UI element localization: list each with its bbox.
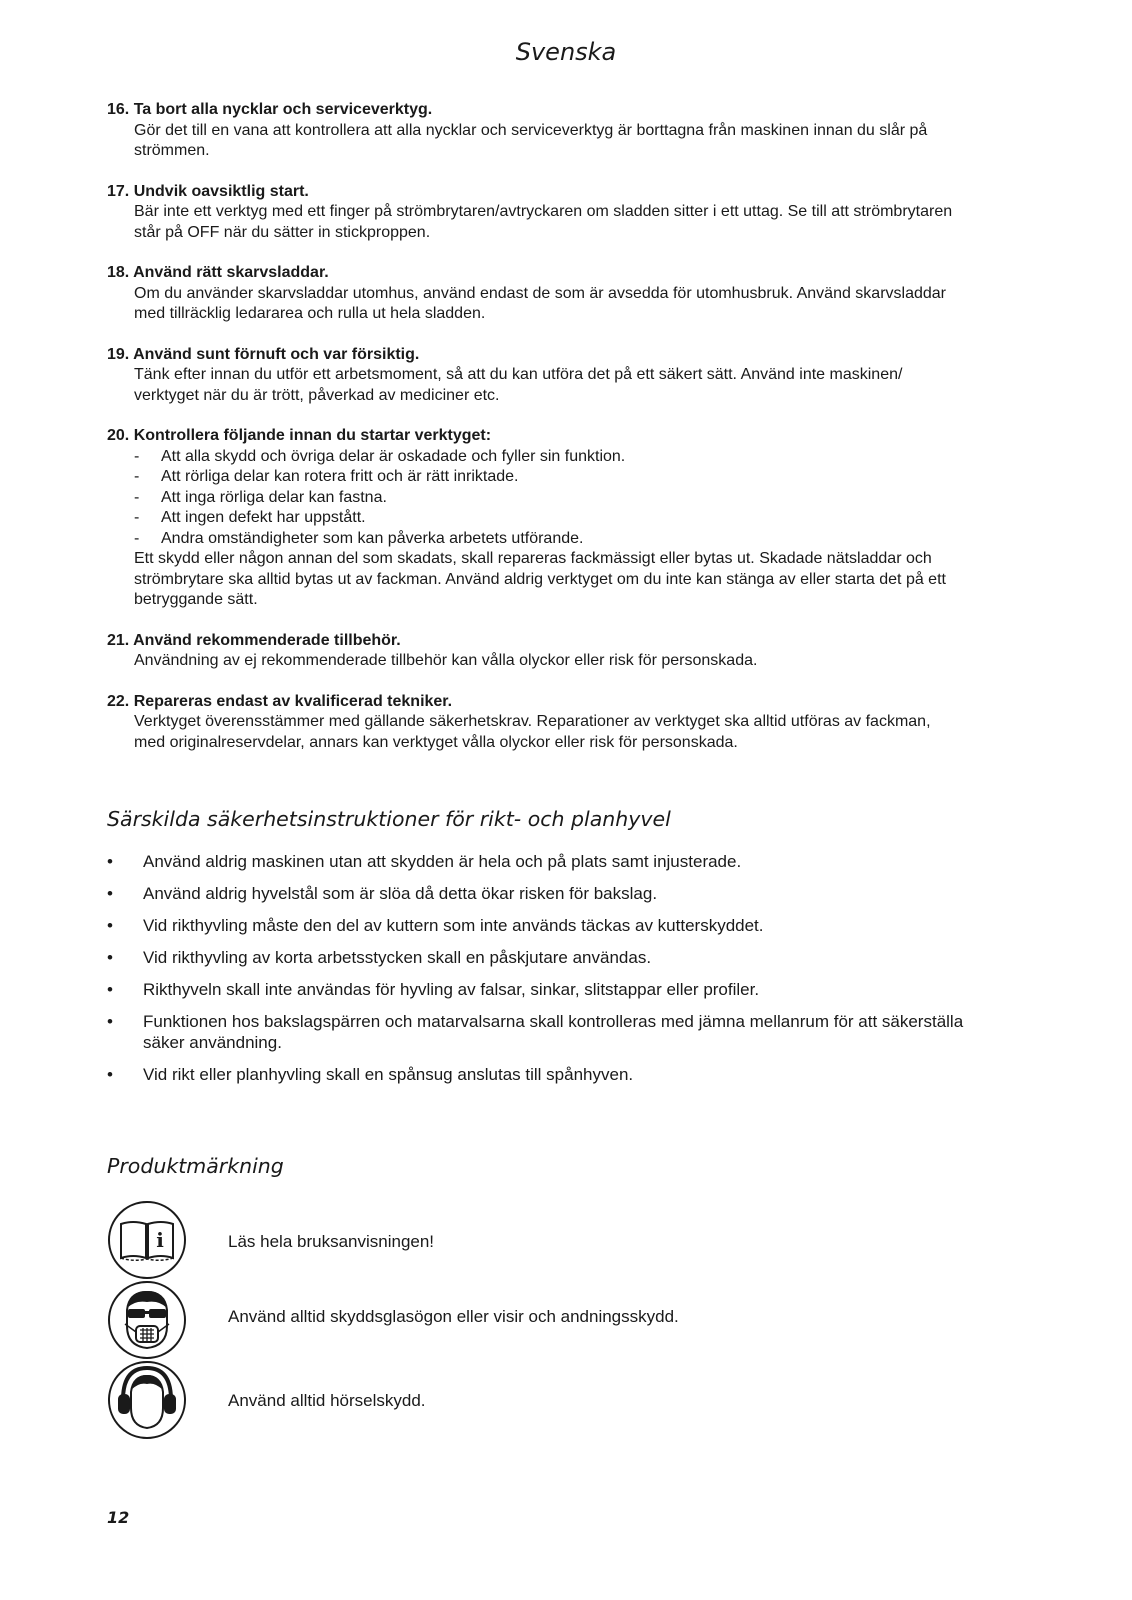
safety-item-title: 18. Använd rätt skarvsladdar. <box>107 264 329 281</box>
safety-item-text: strömmen. <box>134 142 210 159</box>
safety-item <box>107 100 1027 162</box>
symbol-text-read-manual: Läs hela bruksanvisningen! <box>228 1232 435 1251</box>
check-list-text: Att inga rörliga delar kan fastna. <box>161 488 387 506</box>
safety-item <box>107 345 1027 407</box>
product-marking-heading: Produktmärkning <box>107 1154 284 1178</box>
rule-text: Vid rikt eller planhyvling skall en spånsug anslutas till spånhyven. <box>143 1065 634 1084</box>
bullet-marker: • <box>107 916 113 935</box>
read-manual-icon <box>107 1200 187 1280</box>
dash-marker: - <box>134 447 140 465</box>
rule-item <box>107 915 1027 936</box>
safety-item-text: Tänk efter innan du utför ett arbetsmoment, så att du kan utföra det på ett säkert sätt. Använd inte maskinen/ <box>134 366 903 383</box>
safety-item-text: verktyget när du är trött, påverkad av mediciner etc. <box>134 386 500 404</box>
safety-item-title: 16. Ta bort alla nycklar och serviceverktyg. <box>107 101 433 118</box>
rule-item <box>107 979 1027 1000</box>
special-instructions-heading: Särskilda säkerhetsinstruktioner för rikt- och planhyvel <box>107 807 671 831</box>
rule-item <box>107 947 1027 968</box>
check-list-text: Att ingen defekt har uppstått. <box>161 509 366 526</box>
bullet-marker: • <box>107 1012 113 1031</box>
safety-item-text: betryggande sätt. <box>134 591 258 608</box>
safety-item-text: står på OFF när du sätter in stickproppen. <box>134 223 431 241</box>
rule-text: Använd aldrig hyvelstål som är slöa då detta ökar risken för bakslag. <box>143 884 658 903</box>
check-list-text: Att alla skydd och övriga delar är oskadade och fyller sin funktion. <box>161 447 626 465</box>
page-number: 12 <box>107 1508 130 1527</box>
symbol-text-goggles: Använd alltid skyddsglasögon eller visir och andningsskydd. <box>228 1307 679 1326</box>
safety-items-list <box>107 100 1027 773</box>
bullet-marker: • <box>107 948 113 967</box>
safety-item-text: med tillräcklig ledararea och rulla ut hela sladden. <box>134 305 486 322</box>
rule-item <box>107 851 1027 872</box>
safety-item-text: Användning av ej rekommenderade tillbehör kan vålla olyckor eller risk för personskada. <box>134 652 758 669</box>
bullet-marker: • <box>107 884 113 903</box>
safety-item-text: Verktyget överensstämmer med gällande säkerhetskrav. Reparationer av verktyget ska alltid utföras av fackman, <box>134 713 931 730</box>
safety-item <box>107 263 1027 325</box>
safety-item-title: 21. Använd rekommenderade tillbehör. <box>107 631 401 649</box>
safety-item <box>107 692 1027 754</box>
dash-marker: - <box>134 468 140 485</box>
rule-item <box>107 1011 1027 1053</box>
dash-marker: - <box>134 488 140 506</box>
bullet-marker: • <box>107 1065 113 1084</box>
rule-text: Vid rikthyvling av korta arbetsstycken skall en påskjutare användas. <box>143 948 652 967</box>
safety-item-title: 22. Repareras endast av kvalificerad tekniker. <box>107 692 453 710</box>
check-list-item <box>107 467 1027 488</box>
dash-marker: - <box>134 509 140 526</box>
language-header: Svenska <box>515 38 617 66</box>
rule-text: Rikthyveln skall inte användas för hyvling av falsar, sinkar, slitstappar eller profiler. <box>143 980 760 999</box>
info-glyph: i <box>156 1228 164 1252</box>
rule-item <box>107 883 1027 904</box>
symbol-text-ear-protection: Använd alltid hörselskydd. <box>228 1391 426 1410</box>
safety-item-text: Bär inte ett verktyg med ett finger på strömbrytaren/avtryckaren om sladden sitter i ett uttag. Se till att strömbrytaren <box>134 203 953 220</box>
safety-item <box>107 426 1027 611</box>
safety-item-title: 19. Använd sunt förnuft och var försiktig. <box>107 345 420 363</box>
safety-item-text: med originalreservdelar, annars kan verktyget vålla olyckor eller risk för personskada. <box>134 733 738 751</box>
safety-item <box>107 631 1027 672</box>
rule-text: Använd aldrig maskinen utan att skydden är hela och på plats samt injusterade. <box>143 852 742 871</box>
safety-item-text: strömbrytare ska alltid bytas ut av fackman. Använd aldrig verktyget om du inte kan stänga av eller starta det på ett <box>134 570 946 588</box>
bullet-marker: • <box>107 980 113 999</box>
rule-text: Vid rikthyvling måste den del av kuttern som inte används täckas av kutterskyddet. <box>143 916 764 935</box>
rule-item <box>107 1064 1027 1085</box>
safety-item-title: 17. Undvik oavsiktlig start. <box>107 182 309 200</box>
dash-marker: - <box>134 529 140 547</box>
safety-item <box>107 182 1027 244</box>
safety-item-text: Ett skydd eller någon annan del som skadats, skall repareras fackmässigt eller bytas ut. Skadade nätsladdar och <box>134 550 932 567</box>
ear-protection-icon <box>107 1360 187 1440</box>
check-list-text: Andra omständigheter som kan påverka arbetets utförande. <box>161 529 584 547</box>
safety-item-text: Om du använder skarvsladdar utomhus, använd endast de som är avsedda för utomhusbruk. Använd skarvsladdar <box>134 284 947 302</box>
safety-item-text: Gör det till en vana att kontrollera att alla nycklar och serviceverktyg är borttagna från maskinen innan du slår på <box>134 121 928 139</box>
check-list-item <box>107 529 1027 550</box>
check-list-item <box>107 488 1027 509</box>
safety-item-title: 20. Kontrollera följande innan du startar verktyget: <box>107 427 492 444</box>
rule-text: Funktionen hos bakslagspärren och matarvalsarna skall kontrolleras med jämna mellanrum för att säkerställa <box>143 1012 964 1031</box>
special-rules-list <box>107 851 1027 1096</box>
rule-text: säker användning. <box>143 1033 282 1052</box>
check-list-text: Att rörliga delar kan rotera fritt och är rätt inriktade. <box>161 468 519 485</box>
goggles-respirator-icon <box>107 1280 187 1360</box>
check-list-item <box>107 508 1027 529</box>
check-list-item <box>107 447 1027 468</box>
bullet-marker: • <box>107 852 113 871</box>
